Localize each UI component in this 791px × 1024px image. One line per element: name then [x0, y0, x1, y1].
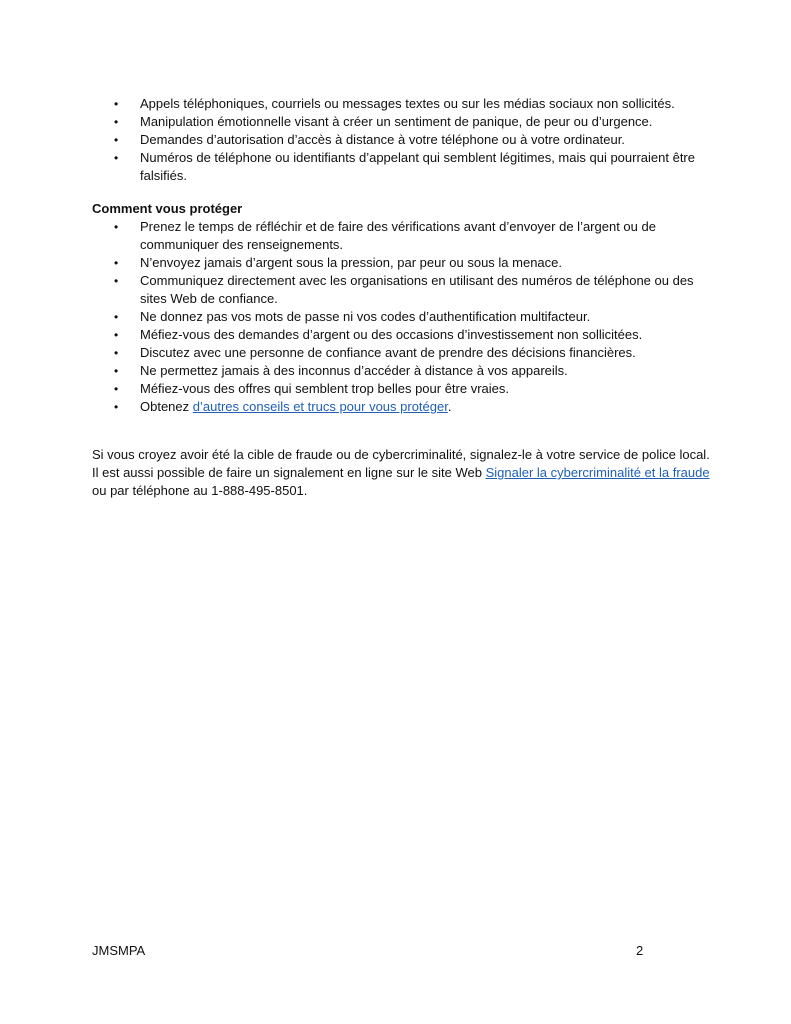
list-item: [92, 308, 712, 326]
list-item: [92, 149, 712, 185]
protect-tips-list: [92, 218, 712, 416]
list-item-text: Méfiez-vous des demandes d’argent ou des occasions d’investissement non sollicitées.: [140, 327, 643, 342]
bullet-icon: •: [114, 346, 119, 360]
section-heading: Comment vous protéger: [92, 201, 243, 216]
list-item: [92, 362, 712, 380]
list-item: [92, 272, 712, 308]
list-item-text: Discutez avec une personne de confiance avant de prendre des décisions financières.: [140, 345, 636, 360]
bullet-icon: •: [114, 382, 119, 396]
list-item: [92, 113, 712, 131]
report-text-after: ou par téléphone au 1-888-495-8501.: [92, 483, 308, 498]
list-item-text: Communiquez directement avec les organisations en utilisant des numéros de téléphone ou des sites Web de confiance.: [140, 273, 694, 306]
bullet-icon: •: [114, 97, 119, 111]
bullet-icon: •: [114, 400, 119, 414]
list-item-text: N’envoyez jamais d’argent sous la pression, par peur ou sous la menace.: [140, 255, 563, 270]
bullet-icon: •: [114, 274, 119, 288]
report-paragraph: [92, 446, 712, 500]
bullet-icon: •: [114, 328, 119, 342]
report-text-before: Si vous croyez avoir été la cible de fraude ou de cybercriminalité, signalez-le à votre service de police local. Il est aussi possible de faire un signalement en ligne sur le site Web: [92, 447, 710, 480]
bullet-icon: •: [114, 115, 119, 129]
list-item: [92, 398, 712, 416]
bullet-icon: •: [114, 310, 119, 324]
list-item-text: Prenez le temps de réfléchir et de faire des vérifications avant d’envoyer de l’argent ou de communiquer des renseignements.: [140, 219, 656, 252]
list-item: [92, 344, 712, 362]
bullet-icon: •: [114, 133, 119, 147]
bullet-icon: •: [114, 256, 119, 270]
list-item: [92, 326, 712, 344]
warning-signs-list: [92, 95, 712, 185]
footer-label: JMSMPA: [92, 943, 146, 958]
list-item-text: Demandes d’autorisation d’accès à distance à votre téléphone ou à votre ordinateur.: [140, 132, 625, 147]
bullet-icon: •: [114, 364, 119, 378]
list-item-text: Méfiez-vous des offres qui semblent trop belles pour être vraies.: [140, 381, 509, 396]
list-item: [92, 131, 712, 149]
more-tips-link[interactable]: d’autres conseils et trucs pour vous protéger: [192, 399, 448, 414]
list-item-text: Manipulation émotionnelle visant à créer un sentiment de panique, de peur ou d’urgence.: [140, 114, 653, 129]
report-cybercrime-link[interactable]: Signaler la cybercriminalité et la fraude: [485, 465, 710, 480]
list-item-suffix: .: [447, 399, 452, 414]
page-number: 2: [636, 943, 644, 958]
list-item-text: Ne permettez jamais à des inconnus d’accéder à distance à vos appareils.: [140, 363, 568, 378]
list-item-text: Ne donnez pas vos mots de passe ni vos codes d’authentification multifacteur.: [140, 309, 591, 324]
list-item-text: Appels téléphoniques, courriels ou messages textes ou sur les médias sociaux non sollicités.: [140, 96, 675, 111]
bullet-icon: •: [114, 151, 119, 165]
list-item: [92, 254, 712, 272]
list-item-text: Numéros de téléphone ou identifiants d’appelant qui semblent légitimes, mais qui pourraient être falsifiés.: [140, 150, 695, 183]
bullet-icon: •: [114, 220, 119, 234]
list-item: [92, 380, 712, 398]
list-item: [92, 95, 712, 113]
list-item-prefix: Obtenez: [140, 399, 193, 414]
list-item: [92, 218, 712, 254]
